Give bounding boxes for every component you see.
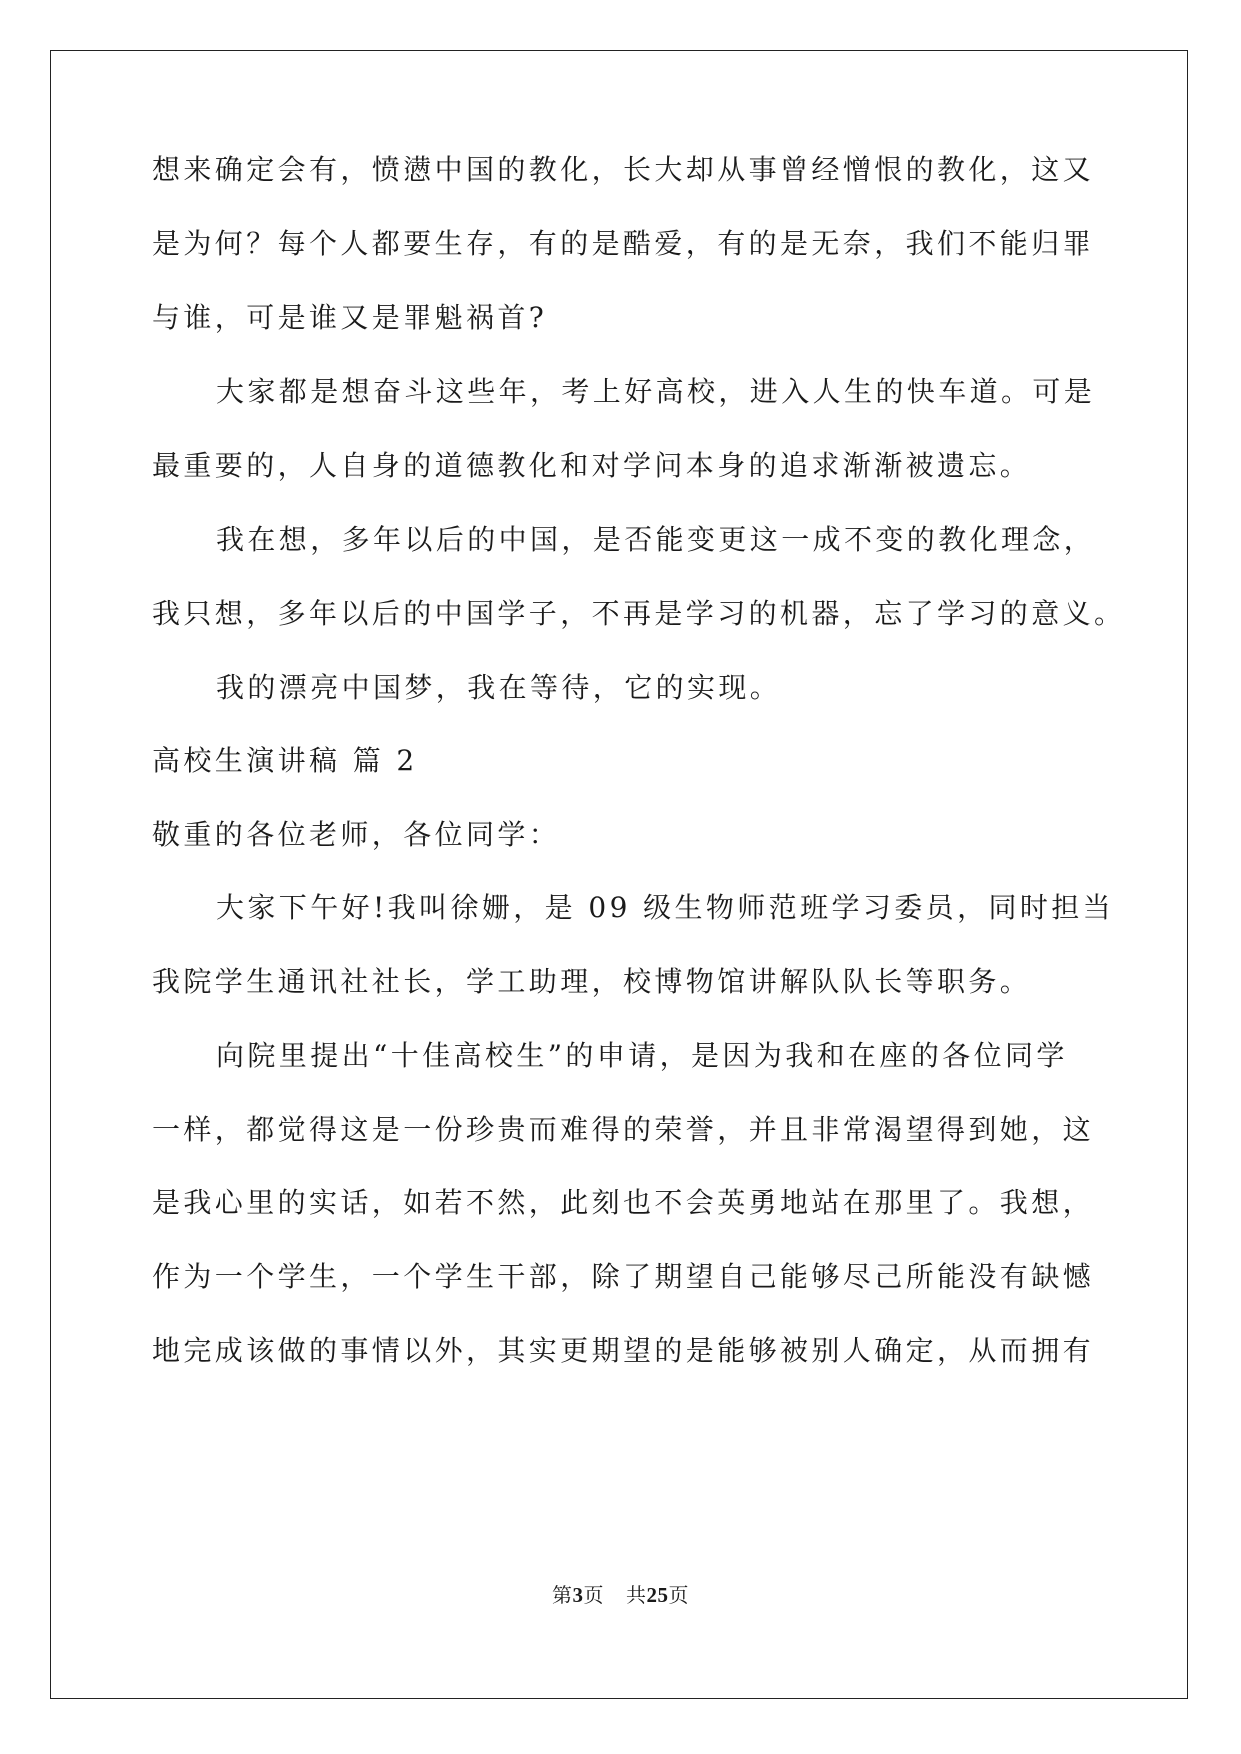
text-line: 一样，都觉得这是一份珍贵而难得的荣誉，并且非常渴望得到她，这 <box>152 1113 1095 1146</box>
text-line: 大家下午好!我叫徐姗，是 09 级生物师范班学习委员，同时担当 <box>216 891 1115 924</box>
text-line: 我的漂亮中国梦，我在等待，它的实现。 <box>216 671 782 704</box>
text-line: 向院里提出“十佳高校生”的申请，是因为我和在座的各位同学 <box>216 1039 1068 1072</box>
text-line: 是我心里的实话，如若不然，此刻也不会英勇地站在那里了。我想， <box>152 1186 1095 1219</box>
total-prefix: 共 <box>626 1583 647 1607</box>
page-unit: 页 <box>583 1583 604 1607</box>
text-line: 与谁，可是谁又是罪魁祸首? <box>152 301 548 334</box>
text-line: 我只想，多年以后的中国学子，不再是学习的机器，忘了学习的意义。 <box>152 597 1126 630</box>
text-line: 是为何？每个人都要生存，有的是酷爱，有的是无奈，我们不能归罪 <box>152 227 1095 260</box>
text-line: 大家都是想奋斗这些年，考上好高校，进入人生的快车道。可是 <box>216 375 1096 408</box>
text-line: 地完成该做的事情以外，其实更期望的是能够被别人确定，从而拥有 <box>152 1334 1095 1367</box>
section-heading: 高校生演讲稿 篇 2 <box>152 744 418 777</box>
total-page-number: 25 <box>646 1583 669 1607</box>
current-page-number: 3 <box>572 1583 584 1607</box>
salutation: 敬重的各位老师，各位同学： <box>152 818 561 851</box>
total-unit: 页 <box>668 1583 689 1607</box>
text-line: 最重要的，人自身的道德教化和对学问本身的追求渐渐被遗忘。 <box>152 449 1032 482</box>
text-line: 我院学生通讯社社长，学工助理，校博物馆讲解队队长等职务。 <box>152 965 1032 998</box>
text-line: 作为一个学生，一个学生干部，除了期望自己能够尽己所能没有缺憾 <box>152 1260 1095 1293</box>
text-line: 我在想，多年以后的中国，是否能变更这一成不变的教化理念， <box>216 523 1096 556</box>
page-footer <box>0 1582 1241 1608</box>
text-line: 想来确定会有，愤懑中国的教化，长大却从事曾经憎恨的教化，这又 <box>152 153 1095 186</box>
page-prefix: 第 <box>552 1583 573 1607</box>
